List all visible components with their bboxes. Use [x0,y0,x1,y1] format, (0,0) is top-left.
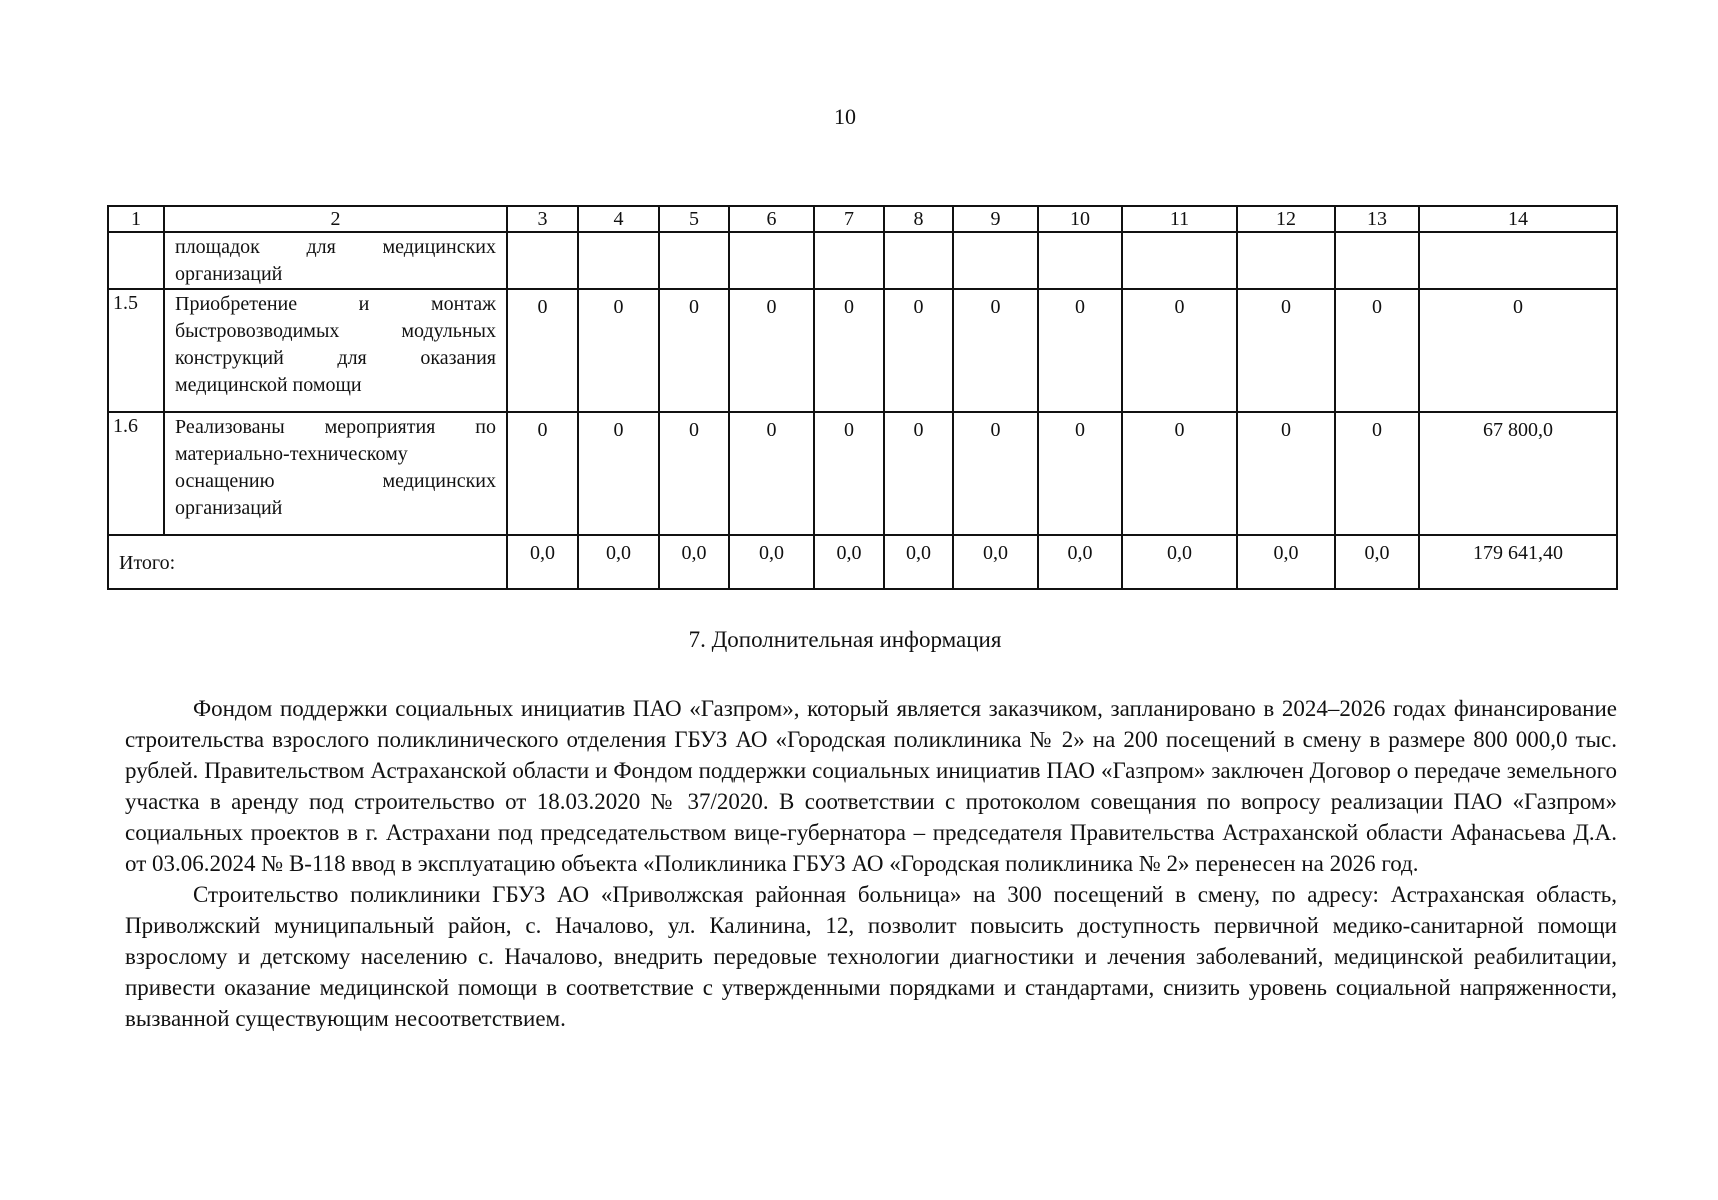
row-value: 0 [953,412,1038,535]
column-header: 4 [578,206,659,232]
row-value [578,232,659,289]
row-value: 0 [814,412,884,535]
row-value: 0 [1335,412,1419,535]
row-value: 0 [729,412,814,535]
total-value: 0,0 [729,535,814,589]
row-value: 0 [884,412,953,535]
row-value: 0 [814,289,884,412]
total-value: 0,0 [507,535,578,589]
row-value: 0 [1419,289,1617,412]
row-name: площадок для медицинских организаций [164,232,507,289]
total-value: 0,0 [1038,535,1122,589]
row-value [1335,232,1419,289]
column-header: 3 [507,206,578,232]
table-row [108,232,1617,289]
row-value [884,232,953,289]
row-value: 0 [1038,412,1122,535]
row-value: 0 [578,289,659,412]
column-header: 6 [729,206,814,232]
row-value [1237,232,1335,289]
column-header: 13 [1335,206,1419,232]
row-value: 0 [507,412,578,535]
row-name: Приобретение и монтаж быстровозводимых модульных конструкций для оказания медицинской помощи [164,289,507,412]
row-value: 0 [1122,412,1237,535]
paragraph: Фондом поддержки социальных инициатив ПАО «Газпром», который является заказчиком, запланировано в 2024–2026 годах финансирование строительства взрослого поликлинического отделения ГБУЗ АО «Городская поликлиника № 2» на 200 посещений в смену в размере 800 000,0 тыс. рублей. Правительством Астраханской области и Фондом поддержки социальных инициатив ПАО «Газпром» заключен Договор о передаче земельного участка в аренду под строительство от 18.03.2020 № 37/2020. В соответствии с протоколом совещания по вопросу реализации ПАО «Газпром» социальных проектов в г. Астрахани под председательством вице-губернатора – председателя Правительства Астраханской области Афанасьева Д.А. от 03.06.2024 № В-118 ввод в эксплуатацию объекта «Поликлиника ГБУЗ АО «Городская поликлиника № 2» перенесен на 2026 год. [125,696,1617,876]
row-value [659,232,729,289]
table-row [108,289,1617,412]
page-number: 10 [834,104,856,129]
financing-table [107,205,1618,590]
table-header-row [108,206,1617,232]
section-title: 7. Дополнительная информация [688,627,1002,652]
column-header: 5 [659,206,729,232]
total-row [108,535,1617,589]
row-number: 1.6 [108,412,164,535]
row-value: 0 [953,289,1038,412]
total-label: Итого: [108,535,507,589]
column-header: 10 [1038,206,1122,232]
row-value: 0 [1122,289,1237,412]
total-value: 0,0 [659,535,729,589]
row-value: 67 800,0 [1419,412,1617,535]
total-value: 0,0 [884,535,953,589]
paragraph: Строительство поликлиники ГБУЗ АО «Приволжская районная больница» на 300 посещений в смену, по адресу: Астраханская область, Приволжский муниципальный район, с. Началово, ул. Калинина, 12, позволит повысить доступность первичной медико-санитарной помощи взрослому и детскому населению с. Началово, внедрить передовые технологии диагностики и лечения заболеваний, медицинской реабилитации, привести оказание медицинской помощи в соответствие с утвержденными порядками и стандартами, снизить уровень социальной напряженности, вызванной существующим несоответствием. [125,882,1617,1031]
column-header: 1 [108,206,164,232]
column-header: 2 [164,206,507,232]
row-value: 0 [578,412,659,535]
row-value: 0 [729,289,814,412]
column-header: 11 [1122,206,1237,232]
row-value: 0 [1237,289,1335,412]
row-number: 1.5 [108,289,164,412]
row-value: 0 [1237,412,1335,535]
row-value [507,232,578,289]
row-number [108,232,164,289]
row-value: 0 [659,412,729,535]
row-name: Реализованы мероприятия по материально-техническому оснащению медицинских организаций [164,412,507,535]
column-header: 14 [1419,206,1617,232]
column-header: 12 [1237,206,1335,232]
row-value [953,232,1038,289]
row-value [729,232,814,289]
total-value: 179 641,40 [1419,535,1617,589]
row-value [814,232,884,289]
row-value [1038,232,1122,289]
column-header: 7 [814,206,884,232]
row-value [1122,232,1237,289]
row-value: 0 [884,289,953,412]
row-value: 0 [659,289,729,412]
table-row [108,412,1617,535]
total-value: 0,0 [1122,535,1237,589]
column-header: 9 [953,206,1038,232]
total-value: 0,0 [1237,535,1335,589]
column-header: 8 [884,206,953,232]
row-value: 0 [507,289,578,412]
row-value: 0 [1335,289,1419,412]
total-value: 0,0 [1335,535,1419,589]
row-value [1419,232,1617,289]
total-value: 0,0 [578,535,659,589]
row-value: 0 [1038,289,1122,412]
total-value: 0,0 [814,535,884,589]
total-value: 0,0 [953,535,1038,589]
body-text [125,693,1617,1034]
